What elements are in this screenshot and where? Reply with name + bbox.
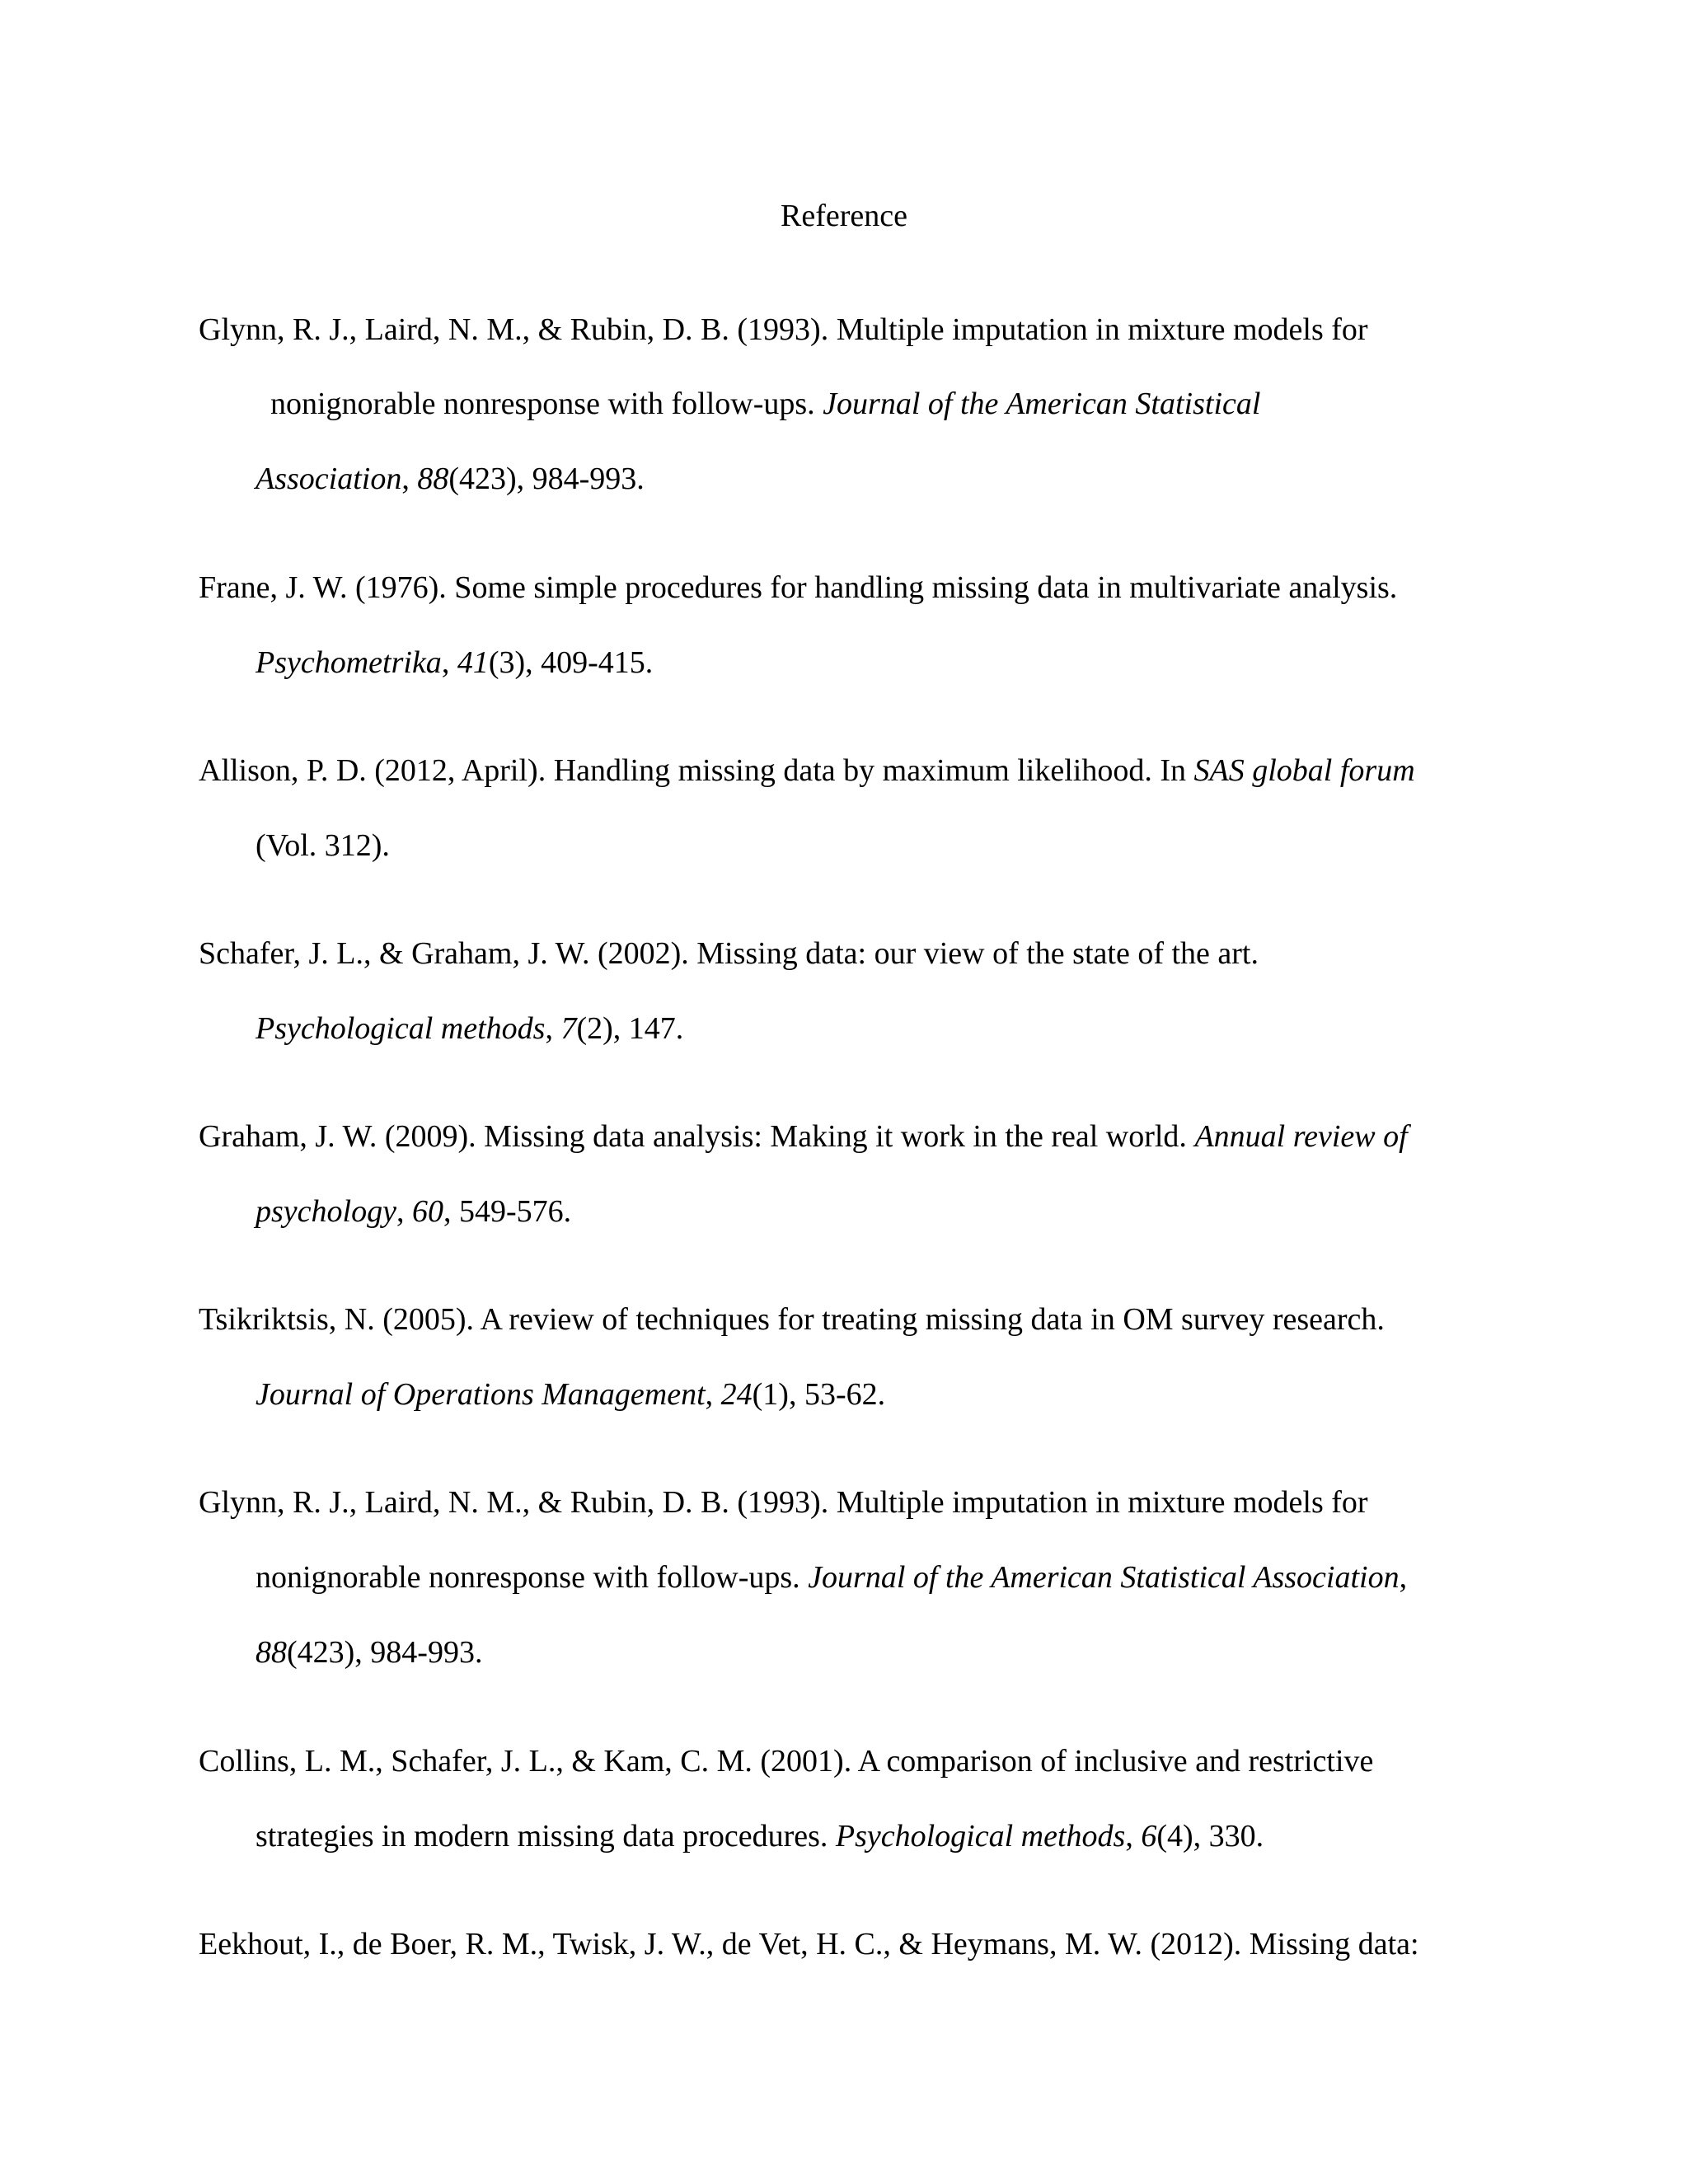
reference-line [256,824,390,867]
reference-line [256,1815,1264,1858]
text-run: Glynn, R. J., Laird, N. M., & Rubin, D. B. (1993). Multiple imputation in mixture models for [199,1485,1368,1520]
text-run: Tsikriktsis, N. (2005). A review of techniques for treating missing data in OM survey research. [199,1302,1385,1337]
text-run: (2), 147. [576,1011,684,1046]
italic-text: SAS global forum [1193,753,1415,788]
reference-line [199,932,1259,975]
italic-text: Psychological methods [835,1819,1126,1854]
reference-line [256,641,653,684]
text-run: , [441,645,457,680]
text-run: (1), 53-62. [752,1377,886,1412]
text-run: (423), 984-993. [448,462,645,496]
text-run: strategies in modern missing data procedures. [256,1819,836,1854]
italic-text: 7 [560,1011,577,1046]
italic-text: 41 [457,645,489,680]
reference-line [270,382,1260,425]
reference-line [199,1298,1385,1341]
italic-text: Journal of Operations Management [256,1377,706,1412]
reference-line [256,457,645,500]
italic-text: Journal of the American Statistical [823,387,1261,421]
italic-text: Association [256,462,402,496]
text-run: (423), 984-993. [287,1635,483,1670]
text-run: Glynn, R. J., Laird, N. M., & Rubin, D. B. (1993). Multiple imputation in mixture models for [199,312,1368,347]
text-run: (4), 330. [1156,1819,1264,1854]
reference-line [256,1007,683,1050]
text-run: , [1125,1819,1142,1854]
text-run: Graham, J. W. (2009). Missing data analysis: Making it work in the real world. [199,1119,1195,1154]
italic-text: 6 [1141,1819,1157,1854]
text-run: , [705,1377,721,1412]
reference-line [199,566,1397,609]
reference-line [199,308,1368,351]
italic-text: Psychometrika [256,645,442,680]
text-run: (3), 409-415. [488,645,654,680]
text-run: nonignorable nonresponse with follow-ups. [270,387,823,421]
text-run: Allison, P. D. (2012, April). Handling missing data by maximum likelihood. In [199,753,1194,788]
italic-text: Psychological methods [256,1011,546,1046]
text-run: , [1399,1560,1408,1595]
text-run: , [401,462,418,496]
reference-line [256,1190,571,1233]
reference-line [199,749,1415,792]
reference-line [256,1556,1407,1599]
reference-line [256,1373,885,1416]
text-run: Frane, J. W. (1976). Some simple procedures for handling missing data in multivariate analysis. [199,570,1398,605]
reference-line [199,1923,1419,1966]
italic-text: Annual review of [1194,1119,1408,1154]
reference-line [256,1631,482,1674]
text-run: nonignorable nonresponse with follow-ups. [256,1560,809,1595]
text-run: , [396,1194,412,1229]
italic-text: Journal of the American Statistical Association [808,1560,1400,1595]
page-title: Reference [781,199,907,233]
text-run: Eekhout, I., de Boer, R. M., Twisk, J. W., de Vet, H. C., & Heymans, M. W. (2012). Missing data: [199,1927,1419,1961]
text-run: Schafer, J. L., & Graham, J. W. (2002). Missing data: our view of the state of the art. [199,936,1259,971]
italic-text: 60 [411,1194,443,1229]
reference-line [199,1481,1368,1524]
italic-text: 88 [256,1635,287,1670]
italic-text: 24 [720,1377,753,1412]
reference-line [199,1740,1373,1783]
text-run: , 549-576. [443,1194,572,1229]
reference-line [199,1115,1408,1158]
italic-text: psychology [256,1194,396,1229]
text-run: Collins, L. M., Schafer, J. L., & Kam, C. M. (2001). A comparison of inclusive and restrictive [199,1744,1374,1779]
text-run: , [545,1011,561,1046]
italic-text: 88 [417,462,449,496]
text-run: (Vol. 312). [256,828,390,863]
